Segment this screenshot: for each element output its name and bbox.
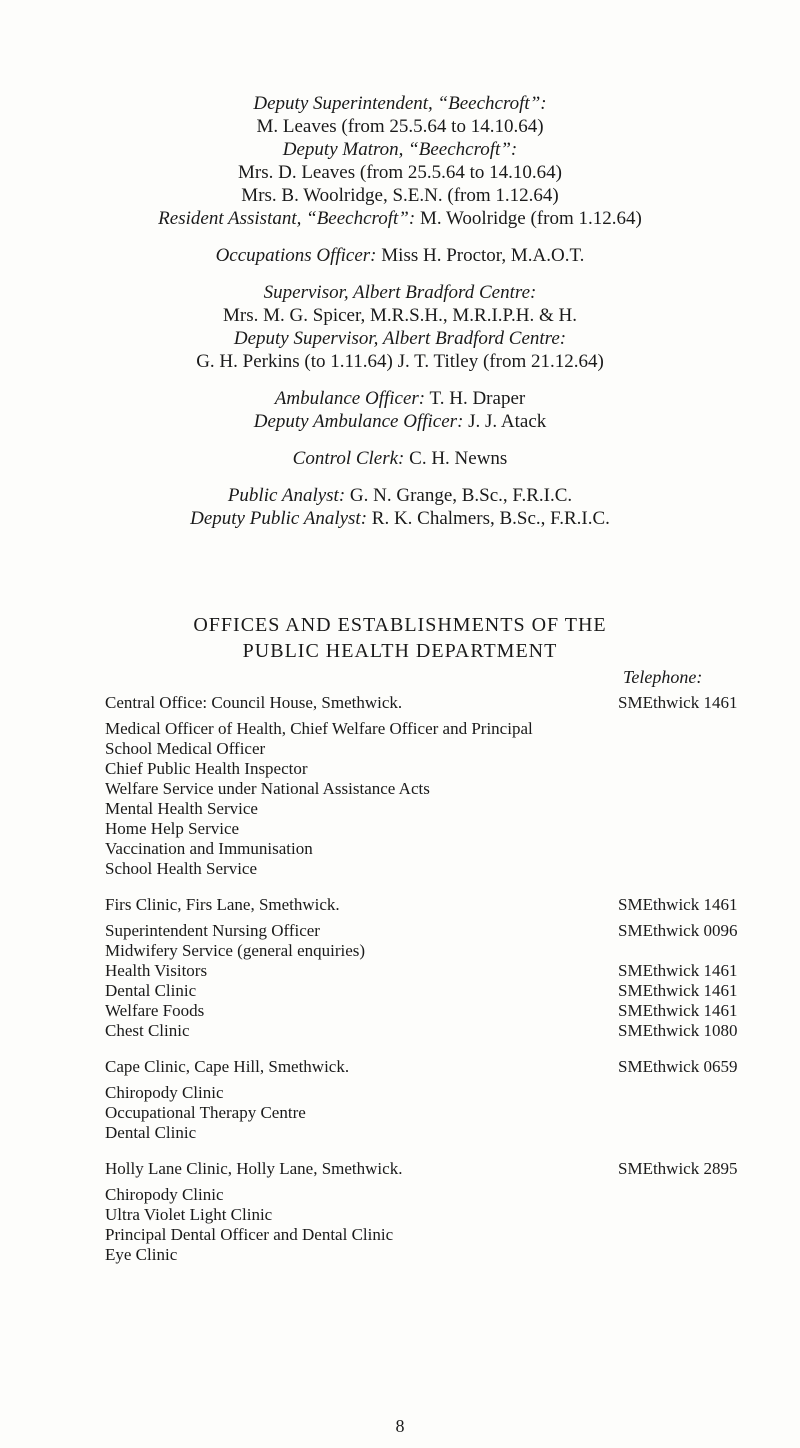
staff-title: Public Analyst: xyxy=(227,485,346,506)
page-number: 8 xyxy=(395,1416,405,1436)
service-name: Principal Dental Officer and Dental Clinic xyxy=(105,1225,394,1244)
service-name: Occupational Therapy Centre xyxy=(105,1103,306,1122)
service-name: Home Help Service xyxy=(105,819,240,838)
telephone-number: SMEthwick 2895 xyxy=(618,1159,738,1178)
staff-block xyxy=(0,281,800,373)
staff-title: Deputy Public Analyst: xyxy=(190,508,368,529)
establishment-section xyxy=(105,693,765,879)
staff-line xyxy=(0,115,800,138)
service-row xyxy=(105,1185,765,1205)
service-row xyxy=(105,1245,765,1265)
service-name: Chiropody Clinic xyxy=(105,1083,224,1102)
staff-name: M. Woolridge (from 1.12.64) xyxy=(415,208,642,229)
staff-line xyxy=(0,281,800,304)
staff-line xyxy=(0,138,800,161)
staff-line xyxy=(0,350,800,373)
service-row xyxy=(105,921,765,941)
service-name: Chief Public Health Inspector xyxy=(105,759,308,778)
staff-block xyxy=(0,387,800,433)
staff-title: Deputy Supervisor, Albert Bradford Centre: xyxy=(233,328,567,349)
telephone-column-header: Telephone: xyxy=(623,667,703,687)
service-row xyxy=(105,981,765,1001)
staff-name: J. J. Atack xyxy=(463,411,547,432)
establishment-name: Holly Lane Clinic, Holly Lane, Smethwick. xyxy=(105,1159,403,1178)
staff-line xyxy=(0,387,800,410)
service-name: Vaccination and Immunisation xyxy=(105,839,313,858)
service-row xyxy=(105,1123,765,1143)
staff-list xyxy=(0,92,800,544)
staff-block xyxy=(0,244,800,267)
service-row xyxy=(105,779,765,799)
service-row xyxy=(105,1083,765,1103)
staff-title: Deputy Superintendent, “Beechcroft”: xyxy=(253,93,547,114)
service-row xyxy=(105,759,765,779)
service-row xyxy=(105,719,535,759)
staff-name: T. H. Draper xyxy=(425,388,526,409)
staff-block xyxy=(0,447,800,470)
staff-line xyxy=(0,161,800,184)
staff-block xyxy=(0,92,800,230)
staff-line xyxy=(0,244,800,267)
service-row xyxy=(105,961,765,981)
section-heading xyxy=(0,612,800,664)
establishment-name-row xyxy=(105,693,765,713)
staff-name: Mrs. M. G. Spicer, M.R.S.H., M.R.I.P.H. & H. xyxy=(223,305,577,326)
establishment-name: Cape Clinic, Cape Hill, Smethwick. xyxy=(105,1057,350,1076)
staff-name: Miss H. Proctor, M.A.O.T. xyxy=(376,245,585,266)
telephone-number: SMEthwick 1080 xyxy=(618,1021,738,1040)
telephone-number: SMEthwick 1461 xyxy=(618,981,738,1000)
staff-line xyxy=(0,207,800,230)
service-row xyxy=(105,839,765,859)
telephone-number: SMEthwick 1461 xyxy=(618,961,738,980)
service-row xyxy=(105,859,765,879)
service-row xyxy=(105,941,765,961)
establishment-name-row xyxy=(105,895,765,915)
staff-title: Control Clerk: xyxy=(292,448,405,469)
staff-line xyxy=(0,484,800,507)
service-row xyxy=(105,1021,765,1041)
telephone-number: SMEthwick 1461 xyxy=(618,693,738,712)
establishment-name: Central Office: Council House, Smethwick. xyxy=(105,693,403,712)
service-name: Welfare Foods xyxy=(105,1001,205,1020)
telephone-number: SMEthwick 0659 xyxy=(618,1057,738,1076)
service-name: School Health Service xyxy=(105,859,258,878)
service-row xyxy=(105,1001,765,1021)
staff-title: Deputy Matron, “Beechcroft”: xyxy=(282,139,518,160)
establishment-section xyxy=(105,1159,765,1265)
staff-title: Deputy Ambulance Officer: xyxy=(253,411,464,432)
service-row xyxy=(105,819,765,839)
service-name: Medical Officer of Health, Chief Welfare Officer and Principal School Medical Officer xyxy=(105,719,533,758)
service-name: Ultra Violet Light Clinic xyxy=(105,1205,273,1224)
staff-name: Mrs. D. Leaves (from 25.5.64 to 14.10.64) xyxy=(237,162,562,183)
staff-name: G. H. Perkins (to 1.11.64) J. T. Titley (from 21.12.64) xyxy=(196,351,604,372)
staff-line xyxy=(0,447,800,470)
service-name: Midwifery Service (general enquiries) xyxy=(105,941,366,960)
staff-name: Mrs. B. Woolridge, S.E.N. (from 1.12.64) xyxy=(241,185,559,206)
service-name: Health Visitors xyxy=(105,961,208,980)
staff-title: Supervisor, Albert Bradford Centre: xyxy=(263,282,537,303)
establishment-section xyxy=(105,1057,765,1143)
establishment-section xyxy=(105,895,765,1041)
service-row xyxy=(105,1103,765,1123)
establishments-list xyxy=(105,693,765,1281)
staff-line xyxy=(0,507,800,530)
staff-line xyxy=(0,410,800,433)
staff-line xyxy=(0,327,800,350)
staff-line xyxy=(0,304,800,327)
service-row xyxy=(105,1225,765,1245)
telephone-number: SMEthwick 1461 xyxy=(618,895,738,914)
service-name: Dental Clinic xyxy=(105,981,197,1000)
telephone-number: SMEthwick 1461 xyxy=(618,1001,738,1020)
staff-name: C. H. Newns xyxy=(404,448,508,469)
service-name: Dental Clinic xyxy=(105,1123,197,1142)
service-row xyxy=(105,1205,765,1225)
heading-line-1: OFFICES AND ESTABLISHMENTS OF THE xyxy=(193,614,607,636)
service-name: Eye Clinic xyxy=(105,1245,178,1264)
establishment-name: Firs Clinic, Firs Lane, Smethwick. xyxy=(105,895,340,914)
staff-name: M. Leaves (from 25.5.64 to 14.10.64) xyxy=(256,116,544,137)
staff-title: Resident Assistant, “Beechcroft”: xyxy=(158,208,416,229)
service-name: Chest Clinic xyxy=(105,1021,190,1040)
staff-title: Ambulance Officer: xyxy=(274,388,426,409)
service-name: Mental Health Service xyxy=(105,799,258,818)
telephone-number: SMEthwick 0096 xyxy=(618,921,738,940)
service-row xyxy=(105,799,765,819)
staff-block xyxy=(0,484,800,530)
staff-name: G. N. Grange, B.Sc., F.R.I.C. xyxy=(345,485,573,506)
staff-name: R. K. Chalmers, B.Sc., F.R.I.C. xyxy=(367,508,610,529)
service-name: Chiropody Clinic xyxy=(105,1185,224,1204)
establishment-name-row xyxy=(105,1057,765,1077)
staff-line xyxy=(0,92,800,115)
service-name: Superintendent Nursing Officer xyxy=(105,921,320,940)
staff-title: Occupations Officer: xyxy=(215,245,377,266)
service-name: Welfare Service under National Assistance Acts xyxy=(105,779,430,798)
heading-line-2: PUBLIC HEALTH DEPARTMENT xyxy=(242,640,558,662)
establishment-name-row xyxy=(105,1159,765,1179)
staff-line xyxy=(0,184,800,207)
